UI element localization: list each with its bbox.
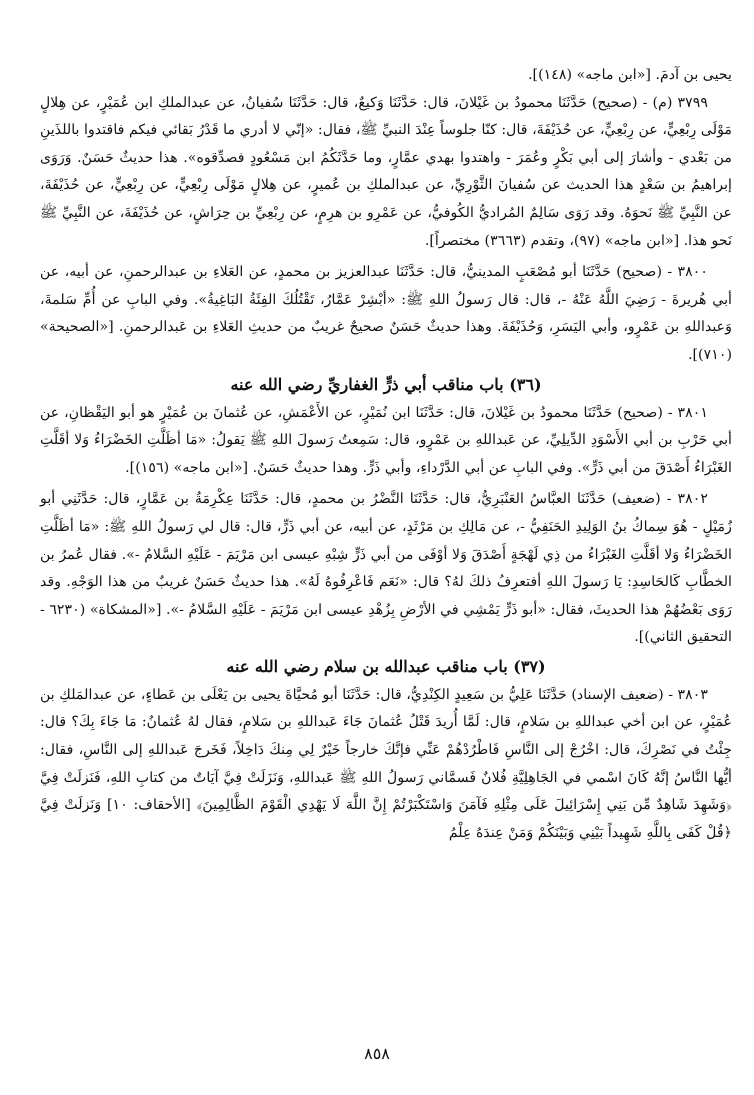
- hadith-paragraph: ٣٨٠١ - (صحيح) حَدَّثَنَا محمودُ بن غَيْلانَ، قال: حَدَّثَنَا ابن نُمَيْرٍ، عن الأَعْمَشِ، عن عُثمانَ بن عُمَيْرٍ هو أبو اليَقْظانِ، عن أبي حَرْبِ بن أبي الأَسْوَدِ الدِّيلِيِّ، عن عَبداللهِ بن عَمْرٍو، قال: سَمِعتُ رَسولَ اللهِ ﷺ يَقولُ: «مَا أظَلَّتِ الخَضْرَاءُ وَلا أقَلَّتِ الغَبْرَاءُ أَصْدَقَ من أبي ذَرٍّ». وفي البابِ عن أبي الدَّرْداءِ، وأبي ذَرٍّ. وهذا حديثٌ حَسَنٌ. [«ابن ماجه» (١٥٦)].: [40, 404, 732, 476]
- chapter-heading: (٣٧) باب مناقب عبدالله بن سلام رضي الله عنه: [226, 656, 546, 676]
- page-body: [40, 62, 732, 847]
- hadith-paragraph: ٣٨٠٣ - (ضعيف الإسناد) حَدَّثَنَا عَلِيُّ بن سَعِيدٍ الكِنْدِيُّ، قال: حَدَّثَنَا أبو مُحيَّاةَ يحيى بن يَعْلَى بن عَطاءٍ، عن عبدالمَلكِ بن عُمَيْرٍ، عن ابن أخي عبداللهِ بن سَلامٍ، قال: لَمَّا أُريدَ قَتْلُ عُثمانَ جَاءَ عَبداللهِ بن سَلامٍ، فقال لهُ عُثمانُ: مَا جَاءَ بِكَ؟ قال: جِئْتُ في نَصْرِكَ، قال: اخْرُجْ إلى النَّاسِ فَاطْرُدْهُمْ عَنِّي فإنَّكَ خارجاً خَيْرٌ لِي مِنكَ دَاخِلاً، فَخَرجَ عَبداللهِ إلى النَّاسِ، فقال: أيُّها النَّاسُ إنَّهُ كَانَ اسْمي في الجَاهِلِيَّةِ فُلانٌ فَسمَّاني رَسولُ اللهِ ﷺ عَبداللهِ، وَنَزَلَتْ فِيَّ آيَاتٌ من كتابِ اللهِ، فَنَزلَتْ فِيَّ ﴿وَشَهِدَ شَاهِدٌ مِّن بَنِي إِسْرَائِيلَ عَلَى مِثْلِهِ فَآمَنَ وَاسْتَكْبَرْتُمْ إِنَّ اللَّهَ لَا يَهْدِي الْقَوْمَ الظَّالِمِينَ﴾ [الأحقاف: ١٠] وَنَزلَتْ فِيَّ ﴿قُلْ كَفَى بِاللَّهِ شَهِيداً بَيْنِي وَبَيْنَكُمْ وَمَنْ عِندَهُ عِلْمُ: [40, 686, 732, 841]
- hadith-paragraph: يحيى بن آدمَ. [«ابن ماجه» (١٤٨)].: [528, 67, 732, 83]
- hadith-paragraph: ٣٨٠٢ - (ضعيف) حَدَّثَنَا العبَّاسُ العَنْبَرِيُّ، قال: حَدَّثَنَا النَّضْرُ بن محمدٍ، قال: حَدَّثَنَا عِكْرِمَةُ بن عَمَّارٍ، قال: حَدَّثَنِي أبو زُمَيْلٍ - هُوَ سِماكُ بنُ الوَلِيدِ الحَنَفِيُّ -، عن مَالِكِ بن مَرْثَدٍ، عن أبيه، عن أبي ذَرٍّ، قال: قال لي رَسولُ اللهِ ﷺ: «مَا أظَلَّتِ الخَضْرَاءُ وَلا أقَلَّتِ الغَبْرَاءُ من ذِي لَهْجَةٍ أَصْدَقَ وَلا أوْفَى من أبي ذَرٍّ شِبْهِ عيسى ابن مَرْيَمَ - عَلَيْهِ السَّلامُ -». فقال عُمرُ بن الخطَّابِ كَالحَاسِدِ: يَا رَسولَ اللهِ أفتعرِفُ ذلكَ لهُ؟ قال: «نَعَم فَاعْرِفُوهُ لَهُ». هذا حديثٌ حَسَنٌ غريبٌ من هذا الوَجْهِ. وقد رَوَى بَعْضُهُمْ هذا الحديثَ، فقال: «أبو ذَرٍّ يَمْشِي في الأرْضِ بِزُهْدِ عيسى ابن مَرْيَمَ - عَلَيْهِ السَّلامُ -». [«المشكاة» (٦٢٣٠ - التحقيق الثاني)].: [40, 491, 732, 646]
- chapter-heading: (٣٦) باب مناقب أبي ذرٍّ الغفاريِّ رضي الله عنه: [230, 374, 542, 394]
- hadith-paragraph: ٣٧٩٩ (م) - (صحيح) حَدَّثَنَا محمودُ بن غَيْلانَ، قال: حَدَّثَنَا وَكيعٌ، قال: حَدَّثَنَا سُفيانُ، عن عبدالملكِ ابن عُمَيْرٍ، عن هِلالٍ مَوْلَى رِبْعِيٍّ، عن رِبْعِيٍّ، عن حُذَيْفَةَ، قال: كنّا جلوساً عِنْدَ النبيِّ ﷺ، فقال: «إنّي لا أدري ما قَدْرُ بَقائي فيكم فاقتدوا باللذَينِ من بَعْدي - وأشارَ إلى أبي بَكْرٍ وعُمَرَ - واهتدوا بهدي عمَّارٍ، وما حَدَّثَكُمُ ابن مَسْعُودٍ فصدِّقوه». هذا حديثٌ حَسَنٌ. وَرَوَى إبراهيمُ بن سَعْدٍ هذا الحديث عن سُفيانَ الثَّوْرِيِّ، عن عبدالملكِ بن عُميرٍ، عن هِلالٍ مَوْلَى رِبْعِيٍّ، عن رِبْعِيٍّ، عن حُذَيْفَةَ، عن النَّبِيِّ ﷺ نَحوَهُ. وقد رَوَى سَالِمٌ المُراديُّ الكُوفيُّ، عن عَمْرِو بن هرِمٍ، عن رِبْعِيِّ بن حِرَاشٍ، عن حُذَيْفَةَ، عن النَّبِيِّ ﷺ نَحو هذا. [«ابن ماجه» (٩٧)، وتقدم (٣٦٦٣) مختصراً].: [40, 94, 732, 249]
- hadith-paragraph: ٣٨٠٠ - (صحيح) حَدَّثَنَا أبو مُصْعَبٍ المدينيُّ، قال: حَدَّثَنَا عبدالعزيز بن محمدٍ، عن العَلاءِ بن عبدالرحمنِ، عن أبيه، عن أبي هُريرةَ - رَضِيَ اللَّهُ عَنْهُ -، قال: قال رَسولُ اللهِ ﷺ: «أبْشِرْ عَمَّارُ، تَقْتُلُكَ الفِئَةُ البَاغِيةُ». وفي البابِ عن أُمِّ سَلمةَ، وَعبداللهِ بن عَمْرٍو، وأبي اليَسَرِ، وَحُذَيْفَةَ. وهذا حديثٌ حَسَنٌ صحيحٌ غريبٌ من حديثِ العَلاءِ بن عَبدالرحمنِ. [«الصحيحة» (٧١٠)].: [40, 264, 732, 363]
- page-number: ٨٥٨: [364, 1044, 390, 1063]
